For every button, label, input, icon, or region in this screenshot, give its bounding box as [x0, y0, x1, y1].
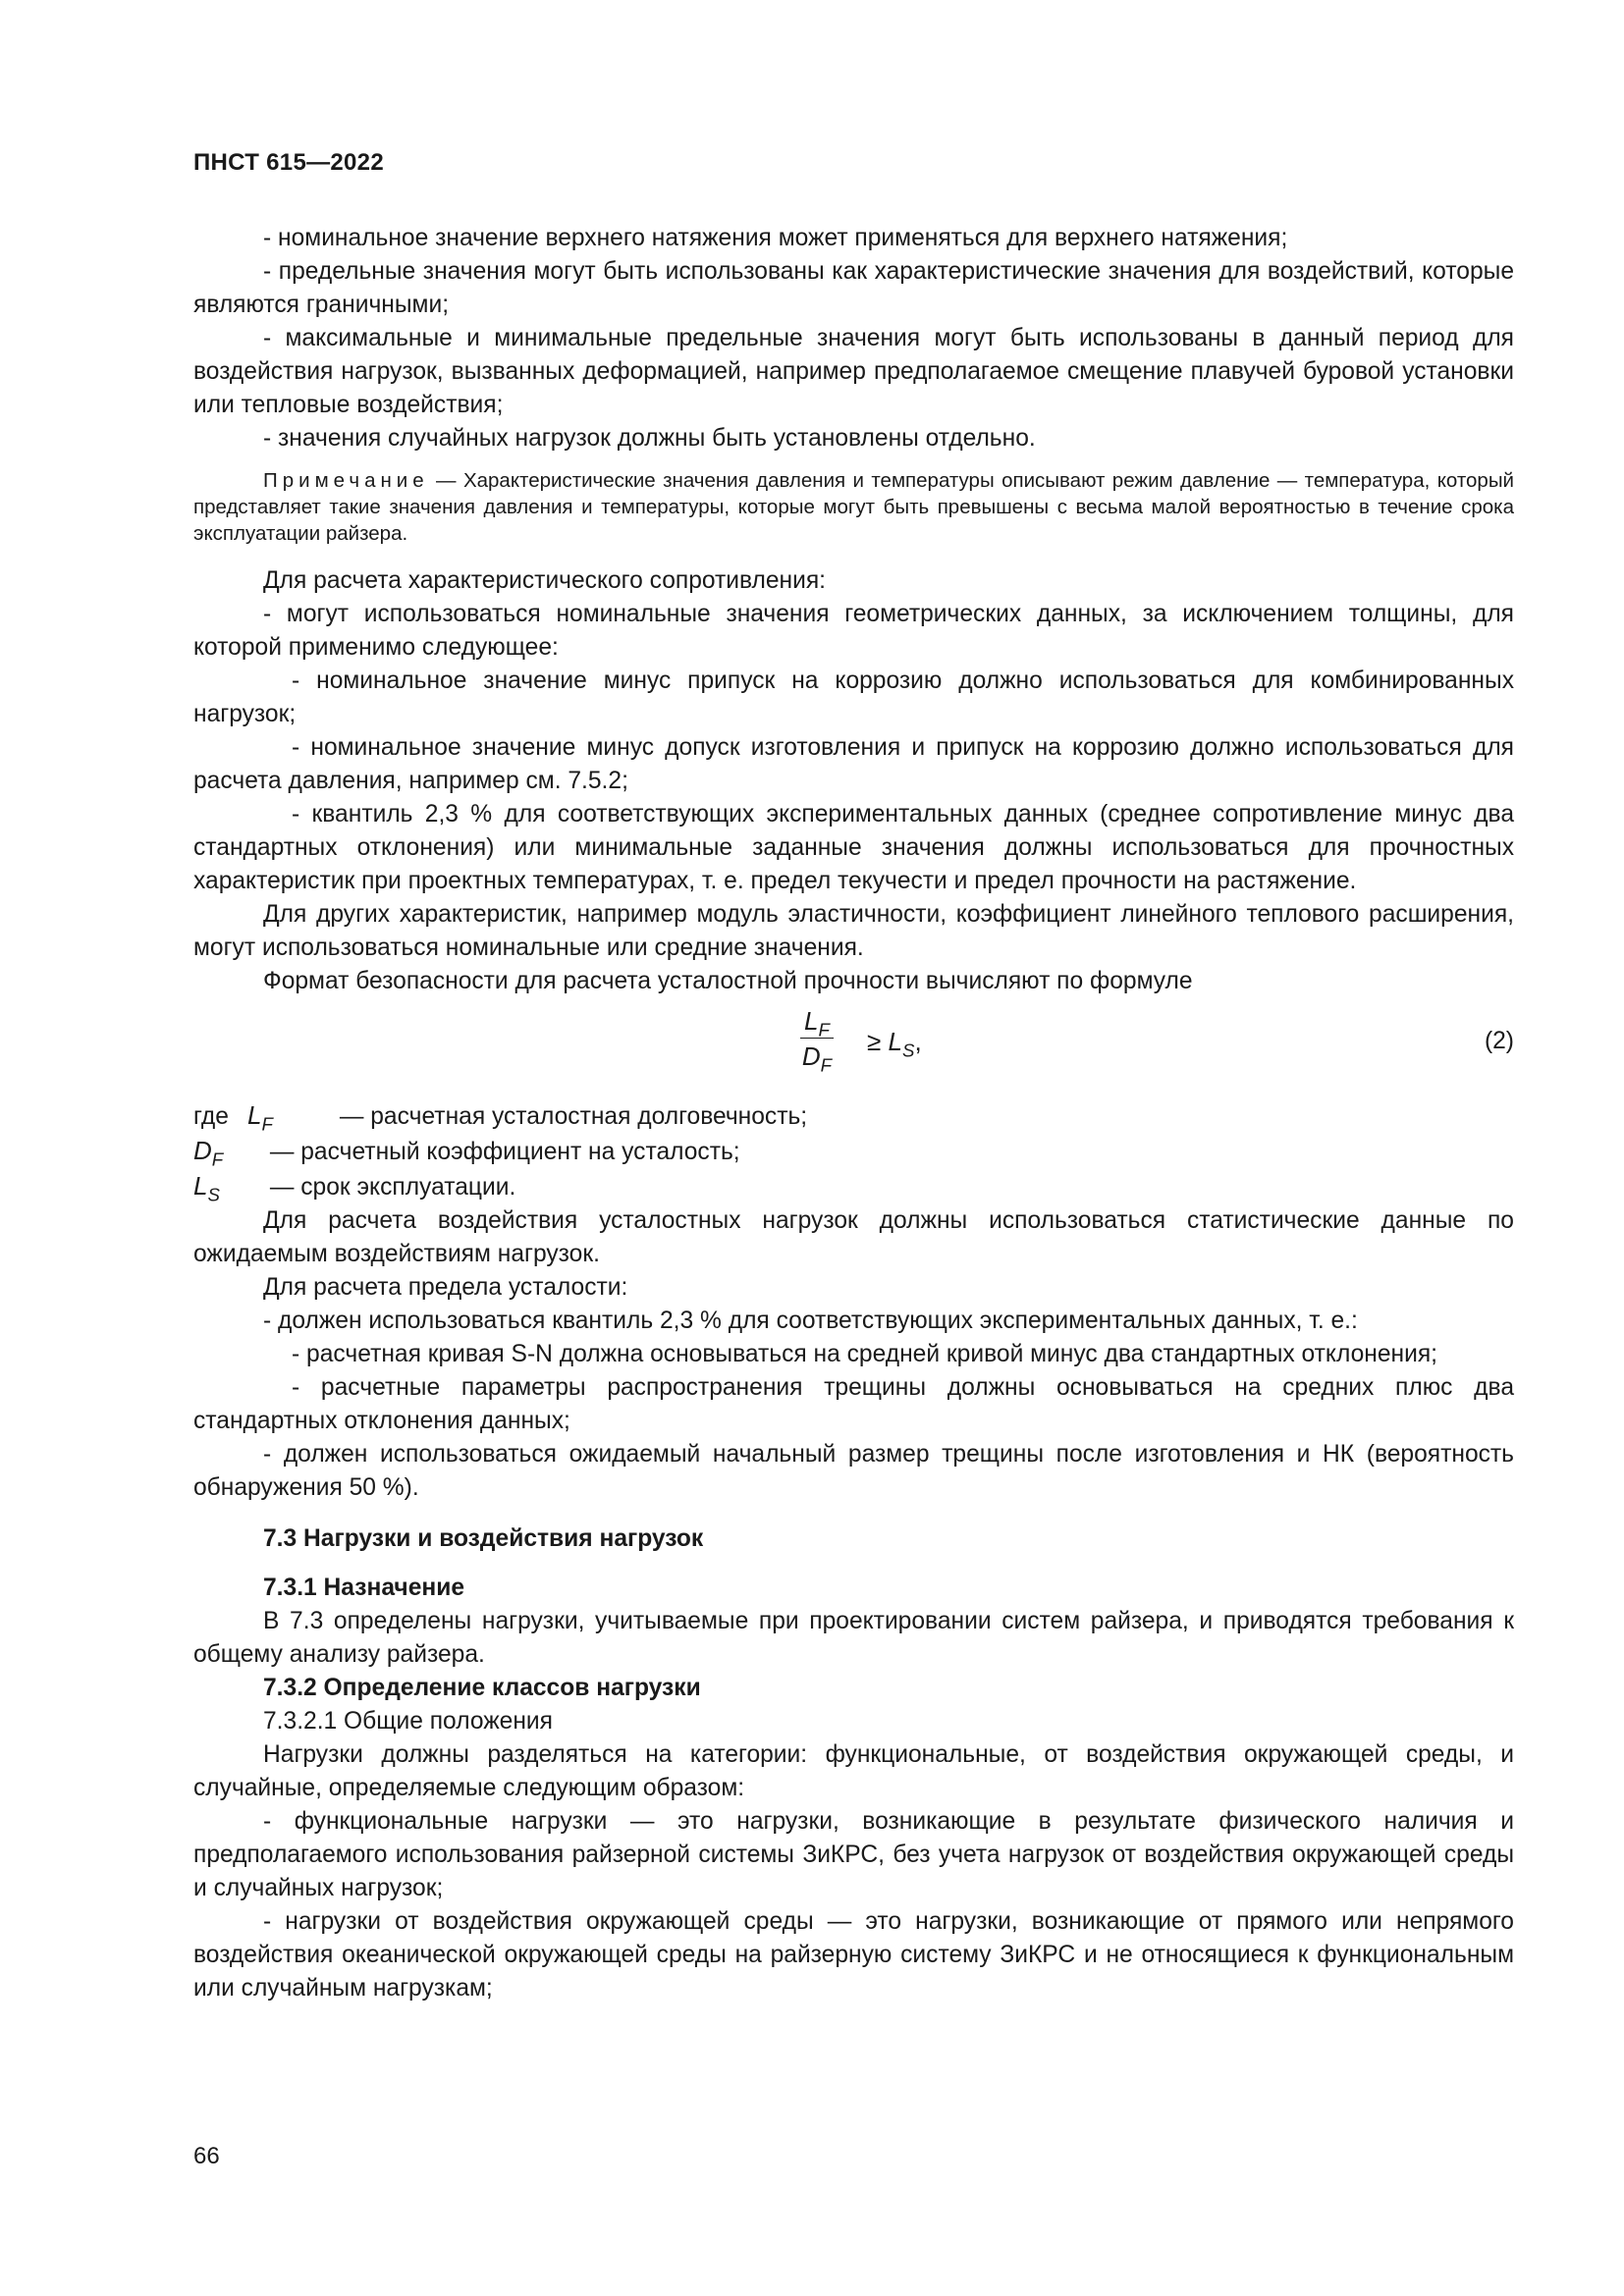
document-body [193, 222, 1514, 2005]
section-heading-7-3: 7.3 Нагрузки и воздействия нагрузок [263, 1525, 704, 1552]
paragraph: Для других характеристик, например модуль эластичности, коэффициент линейного теплового расширения, могут использоваться номинальные или средние значения. [193, 901, 1514, 961]
paragraph: - функциональные нагрузки — это нагрузки, возникающие в результате физического наличия и предполагаемого использования райзерной системы ЗиКРС, без учета нагрузок от воздействия окружающей среды и случайных нагрузок; [193, 1808, 1514, 1901]
paragraph: - должен использоваться квантиль 2,3 % для соответствующих экспериментальных данных, т. е.: [263, 1308, 1358, 1334]
paragraph: - номинальное значение верхнего натяжения может применяться для верхнего натяжения; [263, 225, 1288, 251]
section-heading-7-3-1: 7.3.1 Назначение [263, 1575, 465, 1601]
paragraph: - максимальные и минимальные предельные значения могут быть использованы в данный период для воздействия нагрузок, вызванных деформацией, например предполагаемое смещение плавучей буровой установки или тепловые воздействия; [193, 325, 1514, 418]
paragraph: - могут использоваться номинальные значения геометрических данных, за исключением толщины, для которой применимо следующее: [193, 601, 1514, 661]
paragraph: Формат безопасности для расчета усталостной прочности вычисляют по формуле [263, 968, 1193, 994]
formula-2 [193, 998, 1514, 1098]
paragraph: - должен использоваться ожидаемый начальный размер трещины после изготовления и НК (вероятность обнаружения 50 %). [193, 1441, 1514, 1501]
formula-numerator: $L_F$ [800, 1004, 834, 1039]
paragraph: В 7.3 определены нагрузки, учитываемые при проектировании систем райзера, и приводятся требования к общему анализу райзера. [193, 1608, 1514, 1668]
formula-rhs: ≥ $L_S$, [867, 1027, 922, 1061]
note-label: Примечание [263, 469, 429, 492]
definition-symbol: $D_F$ [193, 1136, 224, 1170]
paragraph: - нагрузки от воздействия окружающей среды — это нагрузки, возникающие от прямого или непрямого воздействия океанической окружающей среды на райзерную систему ЗиКРС и не относящиеся к функциональным или случайным нагрузкам; [193, 1908, 1514, 2002]
definition-item: где $L_F$ — расчетная усталостная долговечность; [193, 1100, 808, 1135]
paragraph: Для расчета воздействия усталостных нагрузок должны использоваться статистические данные по ожидаемым воздействиям нагрузок. [193, 1207, 1514, 1267]
symbol-definitions [193, 1098, 1514, 1204]
paragraph: - номинальное значение минус допуск изготовления и припуск на коррозию должно использоваться для расчета давления, например см. 7.5.2; [193, 734, 1514, 794]
document-id-header: ПНСТ 615—2022 [193, 149, 384, 176]
paragraph: - квантиль 2,3 % для соответствующих экспериментальных данных (среднее сопротивление минус два стандартных отклонения) или минимальные заданные значения должны использоваться для прочностных характеристик при проектных температурах, т. е. предел текучести и предел прочности на растяжение. [193, 801, 1514, 894]
subsection-title-7-3-2-1: 7.3.2.1 Общие положения [263, 1708, 553, 1735]
equation-number: (2) [1484, 1028, 1514, 1054]
paragraph: - предельные значения могут быть использованы как характеристические значения для воздействий, которые являются граничными; [193, 258, 1514, 318]
page-number: 66 [193, 2143, 220, 2169]
paragraph: - номинальное значение минус припуск на коррозию должно использоваться для комбинированных нагрузок; [193, 667, 1514, 727]
note-paragraph [193, 467, 1514, 547]
paragraph: Для расчета характеристического сопротивления: [263, 567, 827, 594]
definition-symbol: $L_S$ [193, 1171, 220, 1205]
paragraph: - значения случайных нагрузок должны быть установлены отдельно. [263, 425, 1036, 452]
paragraph: - расчетная кривая S-N должна основываться на средней кривой минус два стандартных отклонения; [292, 1341, 1438, 1367]
paragraph: Для расчета предела усталости: [263, 1274, 628, 1301]
definition-item: $D_F$ — расчетный коэффициент на усталость; [193, 1136, 740, 1170]
paragraph: - расчетные параметры распространения трещины должны основываться на средних плюс два стандартных отклонения данных; [193, 1374, 1514, 1434]
definition-item: $L_S$ — срок эксплуатации. [193, 1171, 516, 1205]
section-heading-7-3-2: 7.3.2 Определение классов нагрузки [263, 1675, 701, 1701]
formula-denominator: $D_F$ [801, 1041, 833, 1076]
definition-symbol: $L_F$ [247, 1100, 273, 1135]
formula-fraction [800, 1004, 834, 1074]
note-text: — Характеристические значения давления и температуры описывают режим давление — температура, который представляет такие значения давления и температуры, которые могут быть превышены с весьма малой вероятностью в течение срока эксплуатации райзера. [193, 469, 1514, 545]
paragraph: Нагрузки должны разделяться на категории: функциональные, от воздействия окружающей среды, и случайные, определяемые следующим образом: [193, 1741, 1514, 1801]
